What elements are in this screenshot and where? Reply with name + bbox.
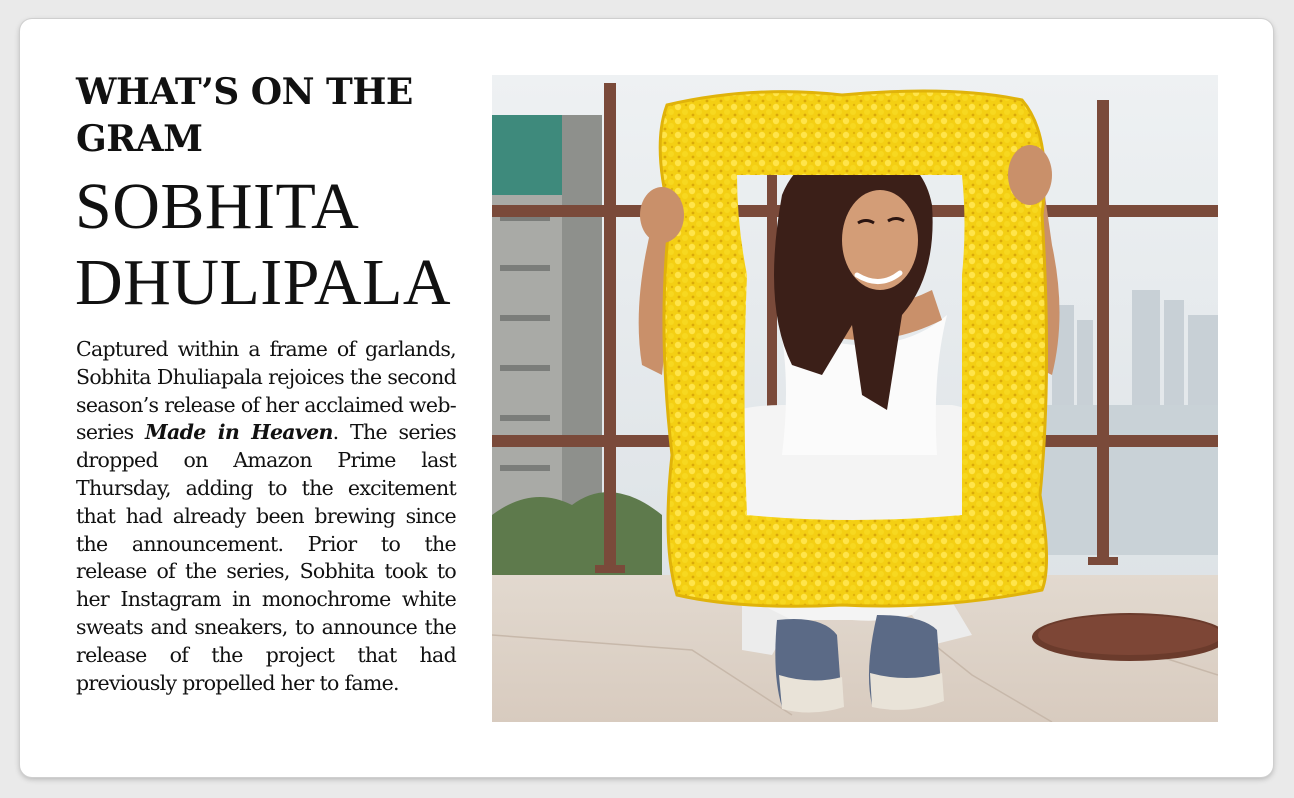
section-kicker: WHAT’S ON THE GRAM	[76, 71, 413, 160]
sea	[1032, 405, 1218, 555]
left-hand	[640, 187, 684, 243]
headline-name: SOBHITA DHULIPALA	[75, 170, 452, 319]
body-text-part1: Captured within a frame of garlands, Sobhita Dhuliapala rejoices the second season’s release of her acclaimed web-series	[76, 337, 456, 445]
building	[492, 115, 602, 555]
photo-illustration	[492, 75, 1218, 722]
body-text-part2: . The series dropped on Amazon Prime last Thursday, adding to the excitement that had already been brewing since the announcement. Prior to the release of the series, Sobhita took to her Instagram in monochrome white sweats and sneakers, to announce the release of the project that had previously propelled her to fame.	[76, 420, 456, 695]
series-title: Made in Heaven	[145, 420, 333, 445]
right-hand	[1008, 145, 1052, 205]
article-body	[76, 336, 456, 697]
trees	[492, 492, 662, 585]
feature-photo	[492, 75, 1218, 722]
article-card	[20, 19, 1273, 777]
